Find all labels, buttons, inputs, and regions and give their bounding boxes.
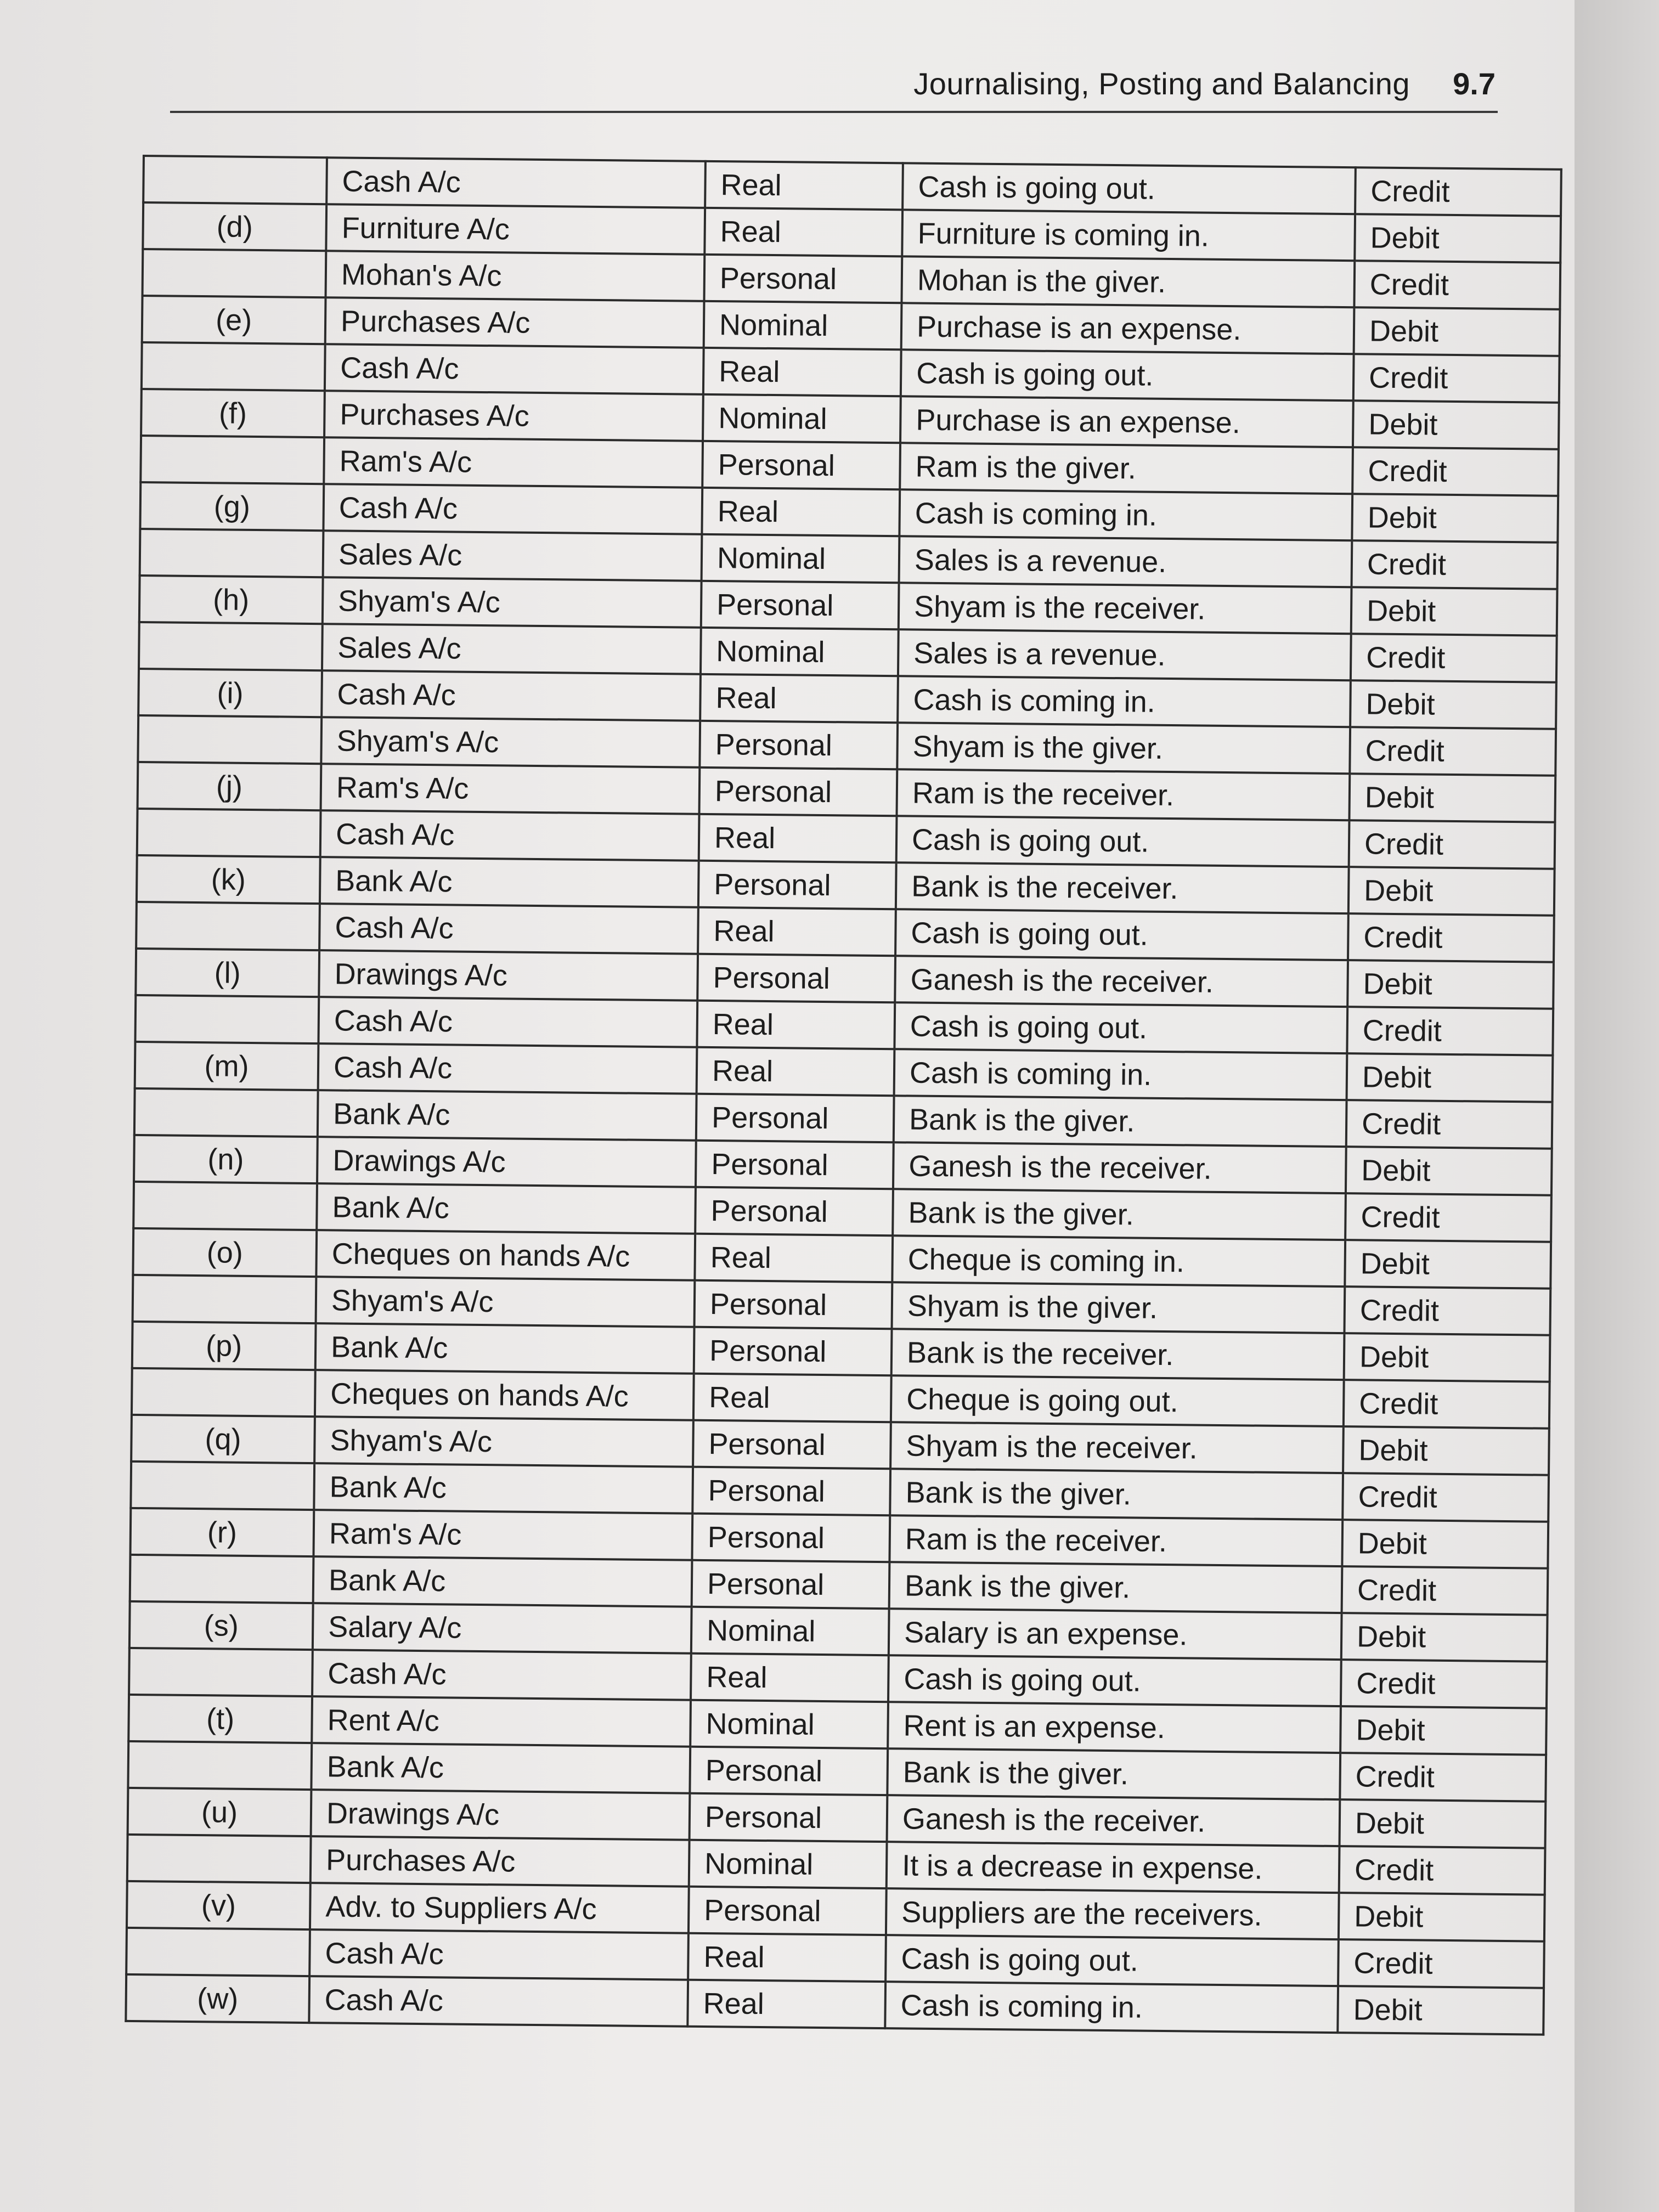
transaction-mark [130,1555,314,1603]
account-name: Bank A/c [320,857,699,907]
reason-text: Ram is the receiver. [896,769,1350,820]
debit-credit-rule: Credit [1348,913,1554,962]
debit-credit-rule: Debit [1342,1520,1548,1568]
account-name: Cash A/c [318,1043,697,1094]
transaction-mark: (p) [132,1322,316,1370]
reason-text: Shyam is the giver. [897,723,1350,774]
account-type: Real [702,488,900,536]
transaction-mark [127,1835,311,1883]
reason-text: Ganesh is the receiver. [895,956,1348,1007]
debit-credit-rule: Credit [1346,1100,1553,1149]
debit-credit-rule: Credit [1354,261,1560,309]
account-type: Nominal [701,628,899,676]
account-name: Sales A/c [323,531,702,581]
transaction-mark: (f) [141,389,325,437]
transaction-mark: (n) [134,1135,318,1183]
account-type: Real [697,1047,895,1096]
reason-text: Rent is an expense. [888,1702,1341,1753]
transaction-mark: (w) [126,1974,309,2023]
debit-credit-rule: Debit [1354,307,1560,356]
reason-text: Bank is the giver. [890,1469,1343,1520]
reason-text: Cash is going out. [895,909,1348,960]
reason-text: Bank is the receiver. [891,1329,1345,1380]
account-type: Real [693,1374,891,1422]
transaction-mark [142,342,325,391]
transaction-mark: (v) [127,1881,311,1929]
debit-credit-rule: Credit [1340,1753,1546,1802]
account-type: Nominal [703,394,901,443]
transaction-mark: (j) [138,762,321,810]
account-type: Real [699,814,897,862]
account-type: Personal [701,581,899,629]
reason-text: It is a decrease in expense. [887,1842,1340,1893]
debit-credit-rule: Debit [1346,1147,1552,1195]
reason-text: Bank is the giver. [894,1096,1347,1147]
transaction-mark: (r) [131,1508,314,1556]
transaction-mark [128,1741,312,1790]
transaction-mark: (q) [131,1415,315,1463]
account-name: Cash A/c [319,904,698,954]
account-name: Cash A/c [323,484,702,534]
account-type: Personal [690,1793,888,1842]
account-type: Personal [694,1327,892,1375]
debit-credit-rule: Debit [1340,1706,1547,1755]
account-type: Real [698,907,896,956]
transaction-mark [143,249,326,297]
account-type: Personal [696,1094,894,1142]
reason-text: Furniture is coming in. [902,210,1355,261]
transaction-mark: (s) [129,1601,313,1650]
account-type: Real [700,674,898,723]
debit-credit-rule: Credit [1342,1473,1549,1522]
debit-credit-rule: Debit [1347,960,1554,1009]
account-type: Personal [696,1141,894,1189]
debit-credit-rule: Debit [1352,494,1558,543]
reason-text: Ram is the receiver. [889,1515,1342,1566]
debit-credit-rule: Credit [1344,1380,1550,1429]
account-type: Real [697,1001,895,1049]
account-name: Bank A/c [315,1323,695,1374]
transaction-mark [133,1275,317,1323]
account-name: Ram's A/c [321,764,700,814]
transaction-mark: (g) [140,482,324,531]
debit-credit-rule: Credit [1352,447,1559,496]
account-name: Bank A/c [317,1183,696,1234]
debit-credit-rule: Credit [1351,634,1557,682]
reason-text: Cash is going out. [885,1935,1339,1986]
account-type: Nominal [690,1700,888,1748]
transaction-mark [132,1368,315,1417]
reason-text: Sales is a revenue. [899,536,1352,587]
account-name: Mohan's A/c [326,251,705,301]
account-type: Real [704,208,902,256]
account-type: Nominal [691,1607,889,1655]
reason-text: Sales is a revenue. [898,629,1351,680]
reason-text: Shyam is the receiver. [899,583,1352,634]
account-name: Cash A/c [309,1976,688,2027]
debit-credit-rule: Credit [1352,540,1558,589]
account-name: Bank A/c [313,1556,692,1607]
debit-credit-rule: Debit [1353,400,1559,449]
account-name: Purchases A/c [311,1836,690,1887]
account-name: Shyam's A/c [321,717,700,768]
reason-text: Ram is the giver. [900,443,1353,494]
reason-text: Cash is going out. [888,1655,1341,1706]
transaction-mark [138,715,321,764]
debit-credit-rule: Debit [1348,867,1555,916]
account-name: Drawings A/c [317,1137,696,1187]
transaction-mark [134,1088,318,1137]
accounts-table [125,155,1562,2036]
transaction-mark [126,1928,310,1976]
account-type: Personal [692,1467,890,1515]
header-rule [170,111,1498,113]
debit-credit-rule: Credit [1342,1566,1548,1615]
reason-text: Cash is going out. [896,816,1350,867]
transaction-mark [139,622,323,670]
reason-text: Shyam is the giver. [892,1282,1345,1333]
chapter-title: Journalising, Posting and Balancing [913,66,1410,101]
transaction-mark [136,902,320,950]
debit-credit-rule: Debit [1339,1893,1545,1942]
transaction-mark [140,529,324,577]
debit-credit-rule: Debit [1350,680,1556,729]
transaction-mark: (t) [128,1695,312,1743]
running-header [170,61,1498,116]
debit-credit-rule: Credit [1344,1286,1550,1335]
reason-text: Cash is coming in. [885,1982,1338,2033]
account-name: Salary A/c [313,1603,692,1654]
accounts-table-wrapper [125,155,1492,2035]
transaction-mark [129,1648,313,1696]
account-name: Cheques on hands A/c [315,1370,694,1420]
reason-text: Purchase is an expense. [900,396,1353,447]
reason-text: Bank is the giver. [887,1748,1340,1799]
account-name: Shyam's A/c [316,1277,695,1327]
account-name: Purchases A/c [324,391,703,441]
account-type: Real [695,1234,893,1282]
account-type: Personal [697,954,895,1002]
account-type: Personal [692,1560,890,1609]
debit-credit-rule: Credit [1345,1193,1551,1242]
account-name: Drawings A/c [319,950,698,1001]
reason-text: Cash is going out. [902,163,1356,214]
page-number: 9.7 [1453,66,1496,101]
account-name: Cash A/c [320,810,699,861]
reason-text: Bank is the giver. [893,1189,1346,1240]
reason-text: Cash is coming in. [898,676,1351,727]
account-type: Real [687,1980,885,2028]
debit-credit-rule: Credit [1350,727,1556,776]
transaction-mark: (u) [128,1788,312,1836]
transaction-mark [140,436,324,484]
account-name: Ram's A/c [313,1510,692,1560]
account-type: Personal [689,1887,887,1935]
transaction-mark [131,1462,314,1510]
debit-credit-rule: Credit [1341,1660,1547,1708]
account-name: Purchases A/c [325,297,704,348]
account-type: Nominal [702,534,900,583]
reason-text: Cheque is going out. [891,1375,1344,1426]
debit-credit-rule: Credit [1347,1007,1553,1056]
reason-text: Cash is going out. [894,1002,1347,1053]
account-type: Personal [695,1187,893,1235]
debit-credit-rule: Debit [1355,214,1561,263]
account-type: Personal [698,861,896,909]
account-name: Furniture A/c [326,204,705,255]
reason-text: Shyam is the receiver. [890,1422,1344,1473]
account-name: Cash A/c [326,157,706,208]
account-type: Personal [699,768,898,816]
account-type: Personal [693,1420,891,1469]
debit-credit-rule: Debit [1341,1613,1548,1662]
account-type: Real [703,348,901,396]
account-name: Drawings A/c [311,1790,690,1840]
debit-credit-rule: Debit [1343,1426,1549,1475]
transaction-mark [143,156,327,204]
account-name: Shyam's A/c [314,1417,693,1467]
debit-credit-rule: Debit [1347,1053,1553,1102]
transaction-mark: (e) [142,296,326,344]
account-name: Sales A/c [322,624,701,674]
account-name: Ram's A/c [324,437,703,488]
transaction-mark: (d) [143,202,326,251]
debit-credit-rule: Debit [1349,774,1555,822]
debit-credit-rule: Debit [1338,1986,1544,2035]
transaction-mark: (o) [133,1228,317,1277]
reason-text: Cash is coming in. [899,489,1352,540]
transaction-mark: (h) [139,575,323,624]
account-name: Bank A/c [318,1090,697,1141]
debit-credit-rule: Debit [1344,1333,1550,1382]
debit-credit-rule: Debit [1351,587,1558,636]
account-name: Adv. to Suppliers A/c [310,1883,689,1933]
reason-text: Bank is the giver. [889,1562,1342,1613]
account-name: Cash A/c [325,344,704,394]
account-name: Shyam's A/c [323,577,702,628]
transaction-mark: (i) [138,669,322,717]
transaction-mark: (k) [137,855,320,904]
account-name: Bank A/c [311,1743,690,1793]
account-type: Nominal [689,1840,887,1888]
account-type: Personal [699,721,898,769]
reason-text: Ganesh is the receiver. [887,1795,1340,1846]
account-name: Bank A/c [314,1463,693,1514]
account-type: Real [691,1654,889,1702]
reason-text: Mohan is the giver. [901,256,1355,307]
account-name: Rent A/c [312,1696,691,1747]
account-type: Personal [702,441,900,489]
reason-text: Cash is going out. [901,349,1354,400]
account-type: Personal [692,1514,890,1562]
account-type: Real [688,1933,886,1982]
account-name: Cheques on hands A/c [316,1230,695,1280]
reason-text: Cheque is coming in. [892,1235,1345,1286]
debit-credit-rule: Credit [1349,820,1555,869]
transaction-mark [135,995,319,1043]
debit-credit-rule: Credit [1353,354,1560,403]
account-type: Real [705,161,903,210]
account-type: Personal [704,255,902,303]
debit-credit-rule: Credit [1339,1846,1545,1895]
transaction-mark: (l) [136,949,319,997]
debit-credit-rule: Credit [1355,167,1561,216]
transaction-mark [133,1182,317,1230]
account-name: Cash A/c [318,997,697,1047]
reason-text: Suppliers are the receivers. [886,1888,1339,1939]
reason-text: Salary is an expense. [889,1609,1342,1660]
account-name: Cash A/c [321,670,701,721]
reason-text: Ganesh is the receiver. [893,1142,1346,1193]
reason-text: Cash is coming in. [894,1049,1347,1100]
reason-text: Purchase is an expense. [901,303,1355,354]
account-name: Cash A/c [309,1929,689,1980]
transaction-mark: (m) [135,1042,319,1090]
reason-text: Bank is the receiver. [896,862,1349,913]
account-type: Personal [690,1747,888,1795]
debit-credit-rule: Credit [1338,1939,1544,1988]
account-type: Nominal [704,301,902,349]
transaction-mark [137,809,321,857]
account-name: Cash A/c [312,1650,691,1700]
debit-credit-rule: Debit [1345,1240,1551,1289]
page-edge [1575,0,1659,2212]
account-type: Personal [695,1280,893,1329]
debit-credit-rule: Debit [1340,1799,1546,1848]
